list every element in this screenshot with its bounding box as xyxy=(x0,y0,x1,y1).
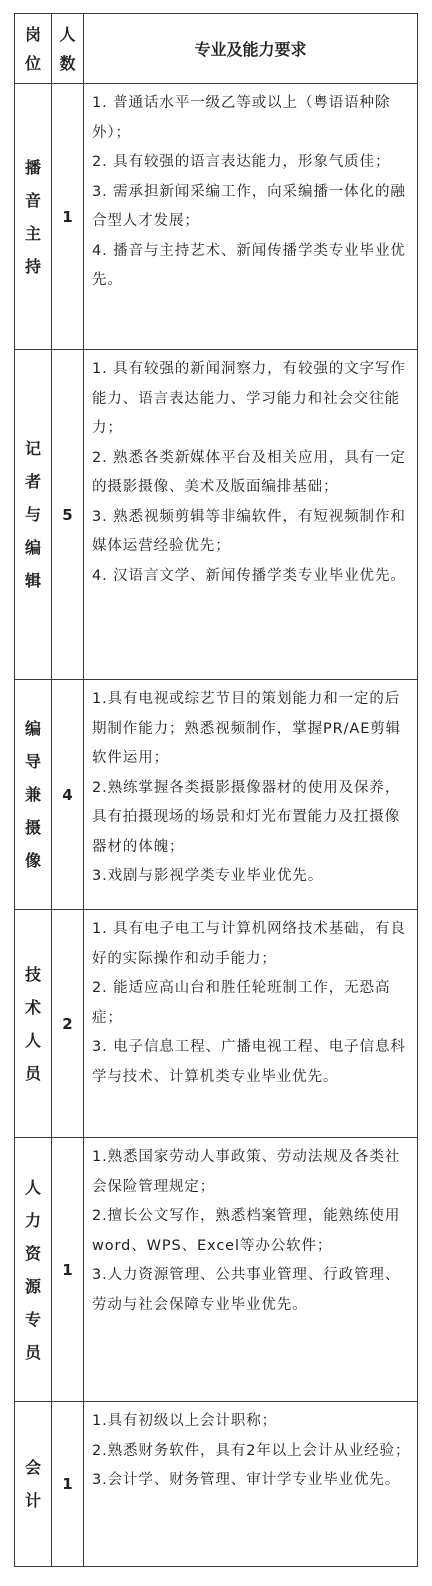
table-row xyxy=(15,350,418,680)
count-cell: 2 xyxy=(52,910,84,1138)
header-count-line: 人 xyxy=(59,24,76,44)
count-cell: 1 xyxy=(52,1138,84,1402)
requirements-cell xyxy=(84,1138,418,1402)
table-row xyxy=(15,1402,418,1567)
post-char: 像 xyxy=(24,851,41,870)
table-row xyxy=(15,680,418,910)
post-char: 播 xyxy=(24,157,41,177)
post-char: 员 xyxy=(24,1063,41,1083)
header-requirements: 专业及能力要求 xyxy=(84,14,418,84)
post-char: 计 xyxy=(24,1491,41,1510)
post-char: 员 xyxy=(24,1342,41,1362)
requirement-item: 4. 播音与主持艺术、新闻传播学类专业毕业优先。 xyxy=(92,242,406,288)
requirement-item: 2. 能适应高山台和胜任轮班制工作，无恐高症； xyxy=(92,980,391,1026)
requirement-item: 1. 具有较强的新闻洞察力，有较强的文字写作能力、语言表达能力、学习能力和社会交往能力； xyxy=(92,361,406,436)
requirement-item: 1. 具有电子电工与计算机网络技术基础，有良好的实际操作和动手能力； xyxy=(92,921,406,967)
post-char: 技 xyxy=(24,964,41,984)
count-cell: 1 xyxy=(52,1402,84,1567)
post-cell xyxy=(15,910,52,1138)
requirement-item: 3. 电子信息工程、广播电视工程、电子信息科学与技术、计算机类专业毕业优先。 xyxy=(92,1039,406,1085)
post-char: 辑 xyxy=(24,571,41,590)
job-requirements-sheet xyxy=(14,13,417,1567)
requirement-item: 1.熟悉国家劳动人事政策、劳动法规及各类社会保险管理规定； xyxy=(92,1149,401,1195)
post-char: 资 xyxy=(24,1243,41,1263)
header-post-line: 岗 xyxy=(24,24,41,44)
post-char: 术 xyxy=(24,997,41,1017)
requirement-item: 2. 具有较强的语言表达能力，形象气质佳； xyxy=(92,154,391,170)
count-cell: 1 xyxy=(52,84,84,350)
requirement-item: 2.熟悉财务软件，具有2年以上会计从业经验； xyxy=(92,1442,411,1459)
requirement-item: 3.人力资源管理、公共事业管理、行政管理、劳动与社会保障专业毕业优先。 xyxy=(92,1267,401,1313)
requirements-cell xyxy=(84,84,418,350)
post-char: 与 xyxy=(24,505,41,524)
requirements-cell xyxy=(84,910,418,1138)
requirement-item: 3. 熟悉视频剪辑等非编软件，有短视频制作和媒体运营经验优先； xyxy=(92,508,406,554)
table-row xyxy=(15,910,418,1138)
post-char: 持 xyxy=(24,256,41,276)
requirement-item: 2.擅长公文写作，熟悉档案管理，能熟练使用word、WPS、Excel等办公软件； xyxy=(92,1208,401,1254)
requirement-item: 2.熟练掌握各类摄影摄像器材的使用及保养，具有拍摄现场的场景和灯光布置能力及扛摄像器材的体魄； xyxy=(92,779,401,855)
count-cell: 5 xyxy=(52,350,84,680)
header-row xyxy=(15,14,418,84)
requirement-item: 1.具有电视或综艺节目的策划能力和一定的后期制作能力；熟悉视频制作，掌握PR/AE剪辑软件运用； xyxy=(92,691,402,766)
post-char: 兼 xyxy=(24,785,41,804)
requirements-cell xyxy=(84,1402,418,1567)
table-row xyxy=(15,84,418,350)
post-char: 编 xyxy=(24,538,41,557)
header-count-line: 数 xyxy=(59,53,76,73)
post-char: 人 xyxy=(24,1030,41,1050)
header-post-line: 位 xyxy=(24,53,41,73)
post-char: 专 xyxy=(24,1309,41,1329)
post-char: 音 xyxy=(24,190,41,210)
post-cell xyxy=(15,84,52,350)
post-cell xyxy=(15,1138,52,1402)
count-cell: 4 xyxy=(52,680,84,910)
header-count xyxy=(52,14,84,84)
requirements-cell xyxy=(84,680,418,910)
post-char: 者 xyxy=(24,472,41,491)
requirement-item: 4. 汉语言文学、新闻传播学类专业毕业优先。 xyxy=(92,567,406,584)
requirement-item: 3.会计学、财务管理、审计学专业毕业优先。 xyxy=(92,1472,401,1488)
post-cell xyxy=(15,1402,52,1567)
post-char: 人 xyxy=(24,1177,41,1197)
post-char: 主 xyxy=(24,223,41,243)
post-char: 会 xyxy=(24,1458,41,1477)
requirement-item: 2. 熟悉各类新媒体平台及相关应用，具有一定的摄影摄像、美术及版面编排基础； xyxy=(92,449,406,495)
post-char: 编 xyxy=(24,719,41,738)
table-body xyxy=(15,14,418,1567)
post-char: 导 xyxy=(24,752,41,771)
requirement-item: 3. 需承担新闻采编工作，向采编播一体化的融合型人才发展； xyxy=(92,183,406,229)
requirement-item: 1. 普通话水平一级乙等或以上（粤语语种除外）； xyxy=(92,95,391,141)
requirement-item: 3.戏剧与影视学类专业毕业优先。 xyxy=(92,868,324,884)
post-char: 源 xyxy=(24,1276,41,1296)
table-row xyxy=(15,1138,418,1402)
post-char: 记 xyxy=(24,439,41,458)
header-post xyxy=(15,14,52,84)
requirement-item: 1.具有初级以上会计职称； xyxy=(92,1413,278,1429)
post-char: 摄 xyxy=(24,818,41,837)
job-requirements-table xyxy=(14,13,418,1567)
post-char: 力 xyxy=(24,1210,41,1230)
post-cell xyxy=(15,350,52,680)
post-cell xyxy=(15,680,52,910)
requirements-cell xyxy=(84,350,418,680)
